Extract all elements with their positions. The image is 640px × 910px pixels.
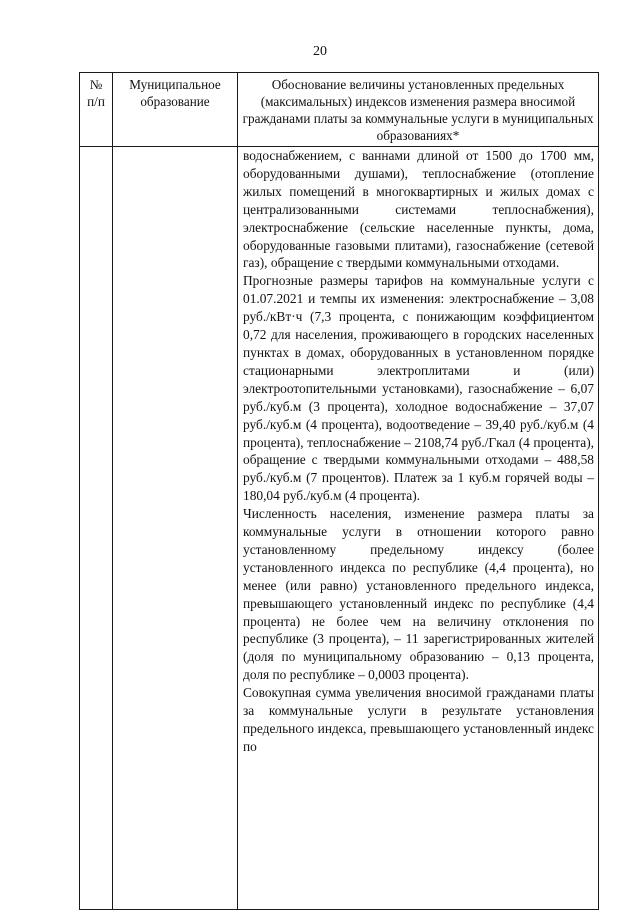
tariff-justification-table: [79, 72, 599, 910]
table-row: [80, 147, 599, 910]
header-municipality: Муниципальное образование: [113, 73, 238, 147]
page-number: 20: [313, 44, 327, 59]
table-header-row: [80, 73, 599, 147]
paragraph-tariff-forecast: Прогнозные размеры тарифов на коммунальные услуги с 01.07.2021 и темпы их изменения: электроснабжение – 3,08 руб./кВт·ч (7,3 процента, с понижающим коэффициентом 0,72 для населения, проживающего в городских населенных пунктах в домах, оборудованных в установленном порядке стационарными электроплитами и (или) электроотопительными установками), газоснабжение – 6,07 руб./куб.м (3 процента), холодное водоснабжение – 37,07 руб./куб.м (4 процента), водоотведение – 39,40 руб./куб.м (4 процента), теплоснабжение – 2108,74 руб./Гкал (4 процента), обращение с твердыми коммунальными отходами – 488,58 руб./куб.м (7 процентов). Платеж за 1 куб.м горячей воды – 180,04 руб./куб.м (4 процента).: [243, 273, 594, 504]
cell-municipality: [113, 147, 238, 910]
paragraph-total-increase: Совокупная сумма увеличения вносимой гражданами платы за коммунальные услуги в результате установления предельного индекса, превышающего установленный индекс по: [243, 685, 594, 754]
paragraph-population: Численность населения, изменение размера платы за коммунальные услуги в отношении которого равно установленному предельному индексу (более установленного индекса по республике (4,4 процента), но менее (или равно) установленного предельного индекса, превышающего установленный индекс по республике (4,4 процента) не более чем на величину отклонения по республике (3 процента), – 11 зарегистрированных жителей (доля по муниципальному образованию – 0,13 процента, доля по республике – 0,0003 процента).: [243, 506, 594, 683]
paragraph-utilities-list: водоснабжением, с ваннами длиной от 1500 до 1700 мм, оборудованными душами), теплоснабжение (отопление жилых помещений в многоквартирных и жилых домах с централизованными системами теплоснабжения), электроснабжение (сельские населенные пункты, дома, оборудованные газовыми плитами), газоснабжение (сетевой газ), обращение с твердыми коммунальными отходами.: [243, 148, 594, 271]
cell-num: [80, 147, 113, 910]
cell-justification: [238, 147, 599, 910]
header-justification: Обоснование величины установленных предельных (максимальных) индексов изменения размера вносимой гражданами платы за коммунальные услуги в муниципальных образованиях*: [238, 73, 599, 147]
header-num: № п/п: [80, 73, 113, 147]
